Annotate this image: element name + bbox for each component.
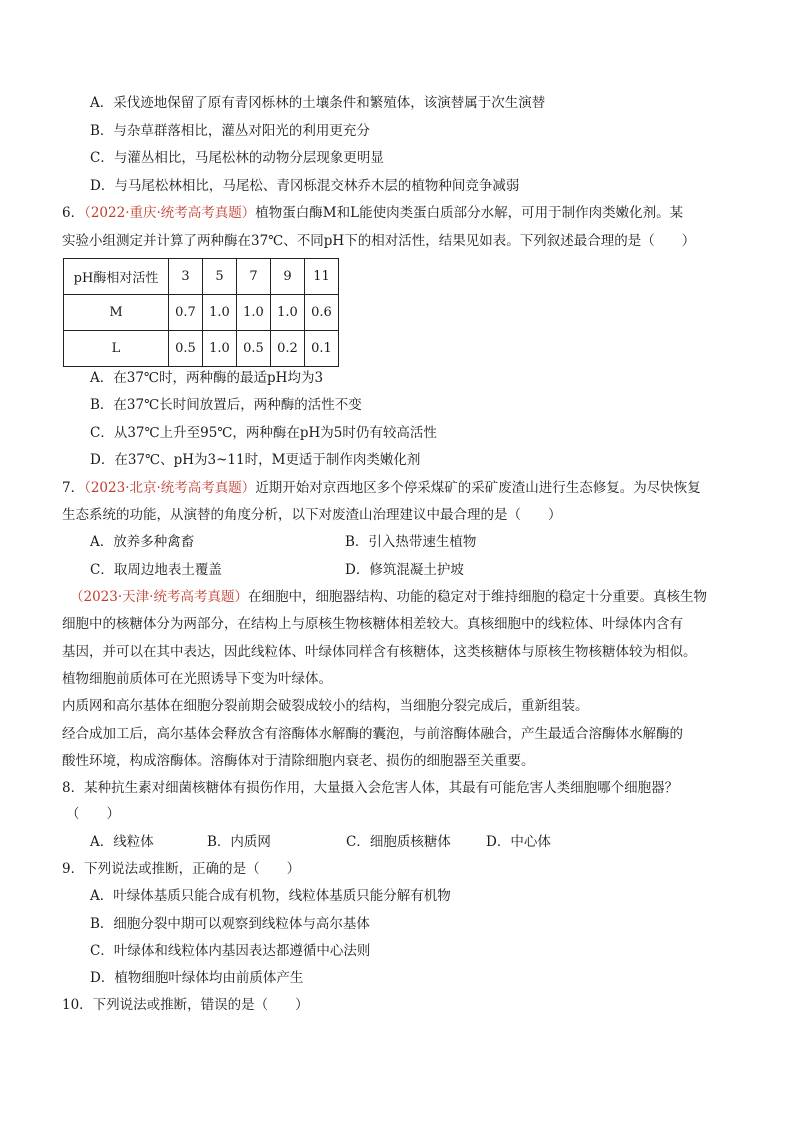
table-cell: 0.7 [169, 295, 203, 331]
table-cell: 0.6 [305, 295, 339, 331]
q10-stem: 10．下列说法或推断，错误的是（ ） [62, 997, 309, 1013]
q7-text-line1: 近期开始对京西地区多个停采煤矿的采矿废渣山进行生态修复。为尽快恢复 [255, 480, 701, 496]
q7-stem-line2: 生态系统的功能，从演替的角度分析，以下对废渣山治理建议中最合理的是（ ） [62, 507, 562, 523]
ph-header-cell: 3 [169, 259, 203, 295]
passage-text-line1: 在细胞中，细胞器结构、功能的稳定对于维持细胞的稳定十分重要。真核生物 [247, 589, 707, 605]
q7-option-b: B．引入热带速生植物 [345, 534, 477, 550]
q6-text-line1: 植物蛋白酶M和L能使肉类蛋白质部分水解，可用于制作肉类嫩化剂。某 [255, 205, 684, 221]
passage-line: 经合成加工后，高尔基体会释放含有溶酶体水解酶的囊泡，与前溶酶体融合，产生最适合溶酶体水解酶的 [62, 726, 683, 742]
table-header-row [64, 259, 339, 295]
q7-stem-line1 [62, 478, 701, 498]
row-label: M [64, 295, 169, 331]
q5-option-c: C．与灌丛相比，马尾松林的动物分层现象更明显 [90, 150, 384, 166]
table-cell: 1.0 [203, 331, 237, 367]
q9-option-a: A．叶绿体基质只能合成有机物，线粒体基质只能分解有机物 [90, 888, 451, 904]
q6-option-a: A．在37℃时，两种酶的最适pH均为3 [90, 370, 324, 386]
passage-line: 基因，并可以在其中表达，因此线粒体、叶绿体同样含有核糖体，这类核糖体与原核生物核糖体较为相似。 [62, 644, 697, 660]
q6-stem-line1 [62, 203, 683, 223]
q8-stem: 8．某种抗生素对细菌核糖体有损伤作用，大量摄入会危害人体，其最有可能危害人类细胞哪个细胞器？ [62, 780, 679, 796]
q7-number: 7． [62, 480, 85, 496]
ph-header-cell: 9 [271, 259, 305, 295]
passage-line: 酸性环境，构成溶酶体。溶酶体对于清除细胞内衰老、损伤的细胞器至关重要。 [62, 753, 535, 769]
row-label: L [64, 331, 169, 367]
table-corner-header: pH酶相对活性 [64, 259, 169, 295]
passage-line: 内质网和高尔基体在细胞分裂前期会破裂成较小的结构，当细胞分裂完成后，重新组装。 [62, 698, 589, 714]
ph-activity-table [63, 258, 339, 367]
q9-option-c: C．叶绿体和线粒体内基因表达都遵循中心法则 [90, 943, 371, 959]
q7-source: （2023·北京·统考高考真题） [84, 480, 256, 496]
q6-source: （2022·重庆·统考高考真题） [84, 205, 256, 221]
q6-option-c: C．从37℃上升至95℃，两种酶在pH为5时仍有较高活性 [90, 425, 437, 441]
table-row-m [64, 295, 339, 331]
q9-option-d: D．植物细胞叶绿体均由前质体产生 [90, 970, 304, 986]
q6-option-d: D．在37℃、pH为3~11时，M更适于制作肉类嫩化剂 [90, 452, 421, 468]
q8-option-c: C．细胞质核糖体 [346, 834, 451, 850]
ph-header-cell: 5 [203, 259, 237, 295]
q7-option-d: D．修筑混凝土护坡 [345, 562, 464, 578]
table-cell: 1.0 [271, 295, 305, 331]
q5-option-b: B．与杂草群落相比，灌丛对阳光的利用更充分 [90, 123, 370, 139]
table-cell: 1.0 [203, 295, 237, 331]
q8-blank: （ ） [66, 806, 120, 822]
table-cell: 1.0 [237, 295, 271, 331]
ph-header-cell: 11 [305, 259, 339, 295]
q7-option-a: A．放养多种禽畜 [90, 534, 195, 550]
q5-option-d: D．与马尾松林相比，马尾松、青冈栎混交林乔木层的植物种间竞争减弱 [90, 178, 520, 194]
q8-option-a: A．线粒体 [90, 834, 154, 850]
passage-line1 [70, 587, 707, 607]
q9-stem: 9．下列说法或推断，正确的是（ ） [62, 861, 301, 877]
q9-option-b: B．细胞分裂中期可以观察到线粒体与高尔基体 [90, 916, 370, 932]
table-cell: 0.5 [237, 331, 271, 367]
table-cell: 0.2 [271, 331, 305, 367]
q7-option-c: C．取周边地表土覆盖 [90, 562, 222, 578]
table-row-l [64, 331, 339, 367]
table-cell: 0.1 [305, 331, 339, 367]
table-cell: 0.5 [169, 331, 203, 367]
passage-line: 细胞中的核糖体分为两部分，在结构上与原核生物核糖体相差较大。真核细胞中的线粒体、叶绿体内含有 [62, 616, 683, 632]
q5-option-a: A．采伐迹地保留了原有青冈栎林的土壤条件和繁殖体，该演替属于次生演替 [90, 95, 546, 111]
q6-number: 6． [62, 205, 85, 221]
q8-option-d: D．中心体 [486, 834, 551, 850]
passage-line: 植物细胞前质体可在光照诱导下变为叶绿体。 [62, 671, 332, 687]
q8-option-b: B．内质网 [207, 834, 271, 850]
passage-source: （2023·天津·统考高考真题） [70, 589, 248, 605]
q6-stem-line2: 实验小组测定并计算了两种酶在37℃、不同pH下的相对活性，结果见如表。下列叙述最合理的是（ ） [62, 233, 696, 249]
ph-header-cell: 7 [237, 259, 271, 295]
q6-option-b: B．在37℃长时间放置后，两种酶的活性不变 [90, 397, 362, 413]
